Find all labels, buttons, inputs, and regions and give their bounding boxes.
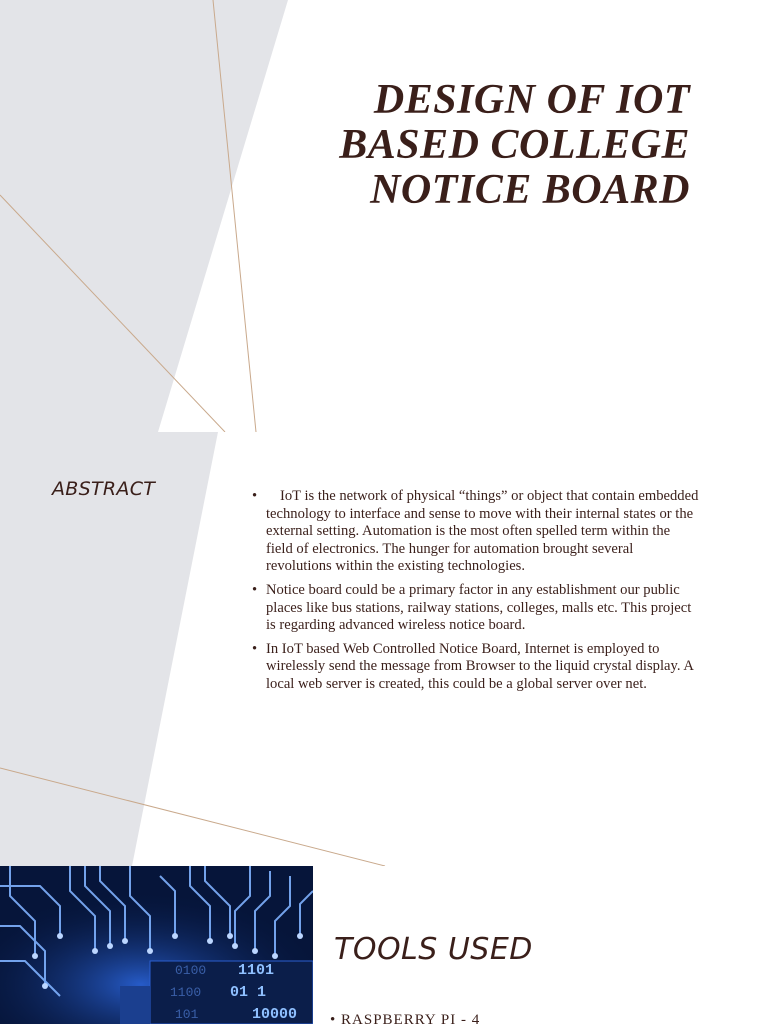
title-line: NOTICE BOARD (370, 167, 690, 213)
gray-panel (0, 0, 288, 432)
list-item (252, 582, 700, 635)
binary-text: 10000 (252, 1006, 298, 1023)
binary-text: 01 1 (230, 984, 267, 1001)
section-heading: ABSTRACT (52, 478, 156, 500)
title-slide (0, 0, 768, 432)
list-item (252, 641, 700, 694)
slide-background-shapes (0, 0, 768, 432)
circuit-board-graphic (0, 866, 313, 1024)
list-item (252, 488, 700, 576)
bullet-text: In IoT based Web Controlled Notice Board, Internet is employed to wirelessly send the message from Browser to the liquid crystal display. A local web server is created, this could be a global server over net. (266, 640, 694, 692)
bullet-text: Notice board could be a primary factor in any establishment our public places like bus stations, railway stations, colleges, malls etc. This project is regarding advanced wireless notice board. (266, 581, 692, 634)
circuit-board-image (0, 866, 313, 1024)
tools-slide (0, 866, 768, 1024)
abstract-bullet-list (252, 488, 700, 700)
binary-text: 1101 (238, 962, 275, 979)
slide-title (270, 78, 690, 213)
svg-text:0100: 0100 (175, 963, 207, 978)
bullet-text: RASPBERRY PI - 4 (341, 1012, 481, 1024)
svg-text:101: 101 (175, 1007, 199, 1022)
abstract-slide (0, 432, 768, 866)
title-line: DESIGN OF IOT (373, 77, 690, 123)
list-item (330, 1012, 480, 1024)
svg-text:1100: 1100 (170, 985, 202, 1000)
bullet-text: IoT is the network of physical “things” or object that contain embedded technology to interface and sense to move with their internal states or the external setting. Automation is the most often spelled term within the field of electronics. The hunger for automation brought several revolutions within the existing technologies. (266, 488, 699, 575)
title-line: BASED COLLEGE (339, 122, 690, 168)
bullet-icon: • (252, 640, 258, 657)
bullet-icon: • (252, 488, 258, 504)
bullet-icon: • (252, 581, 258, 598)
section-heading: TOOLS USED (334, 932, 533, 967)
bullet-icon: • (330, 1012, 342, 1024)
